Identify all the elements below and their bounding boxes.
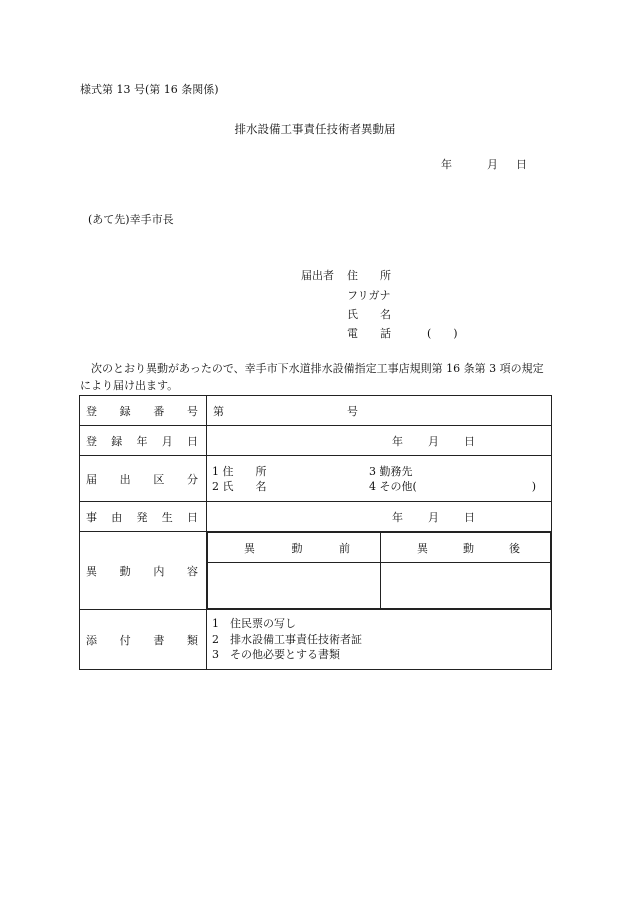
value-registration-number[interactable] xyxy=(207,396,552,426)
change-subtable xyxy=(207,532,551,609)
value-registration-date[interactable] xyxy=(207,426,552,456)
attachment-item: 1 住民票の写し xyxy=(212,617,296,631)
month-label: 月 xyxy=(428,434,439,448)
addressee: (あて先)幸手市長 xyxy=(88,213,174,226)
label-char: 由 xyxy=(111,510,123,524)
notification-table xyxy=(79,395,552,670)
statement-text: 次のとおり異動があったので、幸手市下水道排水設備指定工事店規則第 16 条第 3 項の規定により届け出ます。 xyxy=(80,362,544,392)
after-header xyxy=(381,533,551,563)
value-attachments xyxy=(207,610,552,670)
label-char: 分 xyxy=(186,472,198,486)
value-occurrence-date[interactable] xyxy=(207,502,552,532)
label-char: 号 xyxy=(186,404,198,418)
label-char: 動 xyxy=(463,541,474,555)
attachment-item: 3 その他必要とする書類 xyxy=(212,648,340,662)
label-char: 登 xyxy=(86,434,97,448)
date-month-label: 月 xyxy=(487,158,498,171)
applicant-furigana-label: フリガナ xyxy=(347,289,391,302)
after-value-field[interactable] xyxy=(381,563,551,609)
label-char: 内 xyxy=(153,564,165,578)
label-char: 異 xyxy=(86,564,97,578)
change-header-row xyxy=(208,533,551,563)
label-char: 事 xyxy=(86,510,97,524)
month-label: 月 xyxy=(428,510,439,524)
row-attachments xyxy=(80,610,552,670)
label-char: 区 xyxy=(153,472,165,486)
label-char: 後 xyxy=(509,541,520,555)
form-number: 様式第 13 号(第 16 条関係) xyxy=(80,83,219,96)
label-char: 年 xyxy=(136,434,148,448)
document-title: 排水設備工事責任技術者異動届 xyxy=(234,122,396,136)
applicant-name-label: 氏 名 xyxy=(347,308,391,321)
change-value-row xyxy=(208,563,551,609)
label-registration-date xyxy=(80,426,207,456)
label-char: 日 xyxy=(187,510,198,524)
row-registration-date xyxy=(80,426,552,456)
day-label: 日 xyxy=(464,434,475,448)
category-option-name: 2 氏 名 xyxy=(212,479,267,493)
label-registration-number xyxy=(80,396,207,426)
label-char: 番 xyxy=(153,404,165,418)
label-char: 日 xyxy=(187,434,198,448)
submission-date xyxy=(441,156,527,172)
date-year-label: 年 xyxy=(441,158,452,171)
row-category xyxy=(80,456,552,502)
year-label: 年 xyxy=(392,510,403,524)
label-char: 動 xyxy=(119,564,131,578)
day-label: 日 xyxy=(464,510,475,524)
label-char: 月 xyxy=(161,434,173,448)
label-char: 録 xyxy=(119,404,131,418)
value-category[interactable] xyxy=(207,456,552,502)
label-char: 動 xyxy=(291,541,303,555)
label-char: 異 xyxy=(417,541,428,555)
applicant-phone xyxy=(347,325,458,341)
label-category xyxy=(80,456,207,502)
category-option-other: 4 その他( xyxy=(369,479,417,493)
label-char: 発 xyxy=(136,510,148,524)
reg-number-prefix: 第 xyxy=(213,404,224,418)
label-occurrence-date xyxy=(80,502,207,532)
row-occurrence-date xyxy=(80,502,552,532)
label-change-details xyxy=(80,532,207,610)
row-registration-number xyxy=(80,396,552,426)
label-char: 類 xyxy=(186,633,198,647)
label-char: 前 xyxy=(339,541,350,555)
label-char: 容 xyxy=(186,564,198,578)
before-header xyxy=(208,533,381,563)
label-char: 添 xyxy=(86,633,97,647)
applicant-label: 届出者 xyxy=(301,269,334,282)
applicant-phone-parens: ( ) xyxy=(427,327,458,340)
label-char: 登 xyxy=(86,404,97,418)
applicant-address-label: 住 所 xyxy=(347,269,391,282)
label-char: 届 xyxy=(86,472,97,486)
reg-number-suffix: 号 xyxy=(347,404,358,418)
before-value-field[interactable] xyxy=(208,563,381,609)
row-change-details xyxy=(80,532,552,610)
value-change-details xyxy=(207,532,552,610)
label-char: 付 xyxy=(119,633,131,647)
label-char: 異 xyxy=(244,541,255,555)
applicant-phone-label: 電 話 xyxy=(347,327,391,340)
category-option-address: 1 住 所 xyxy=(212,464,267,478)
label-char: 録 xyxy=(111,434,123,448)
label-attachments xyxy=(80,610,207,670)
category-option-other-close: ) xyxy=(531,479,536,493)
year-label: 年 xyxy=(392,434,403,448)
label-char: 生 xyxy=(161,510,173,524)
category-option-workplace: 3 勤務先 xyxy=(369,464,413,478)
attachment-item: 2 排水設備工事責任技術者証 xyxy=(212,632,362,646)
label-char: 書 xyxy=(153,633,165,647)
date-day-label: 日 xyxy=(516,158,527,171)
label-char: 出 xyxy=(119,472,131,486)
